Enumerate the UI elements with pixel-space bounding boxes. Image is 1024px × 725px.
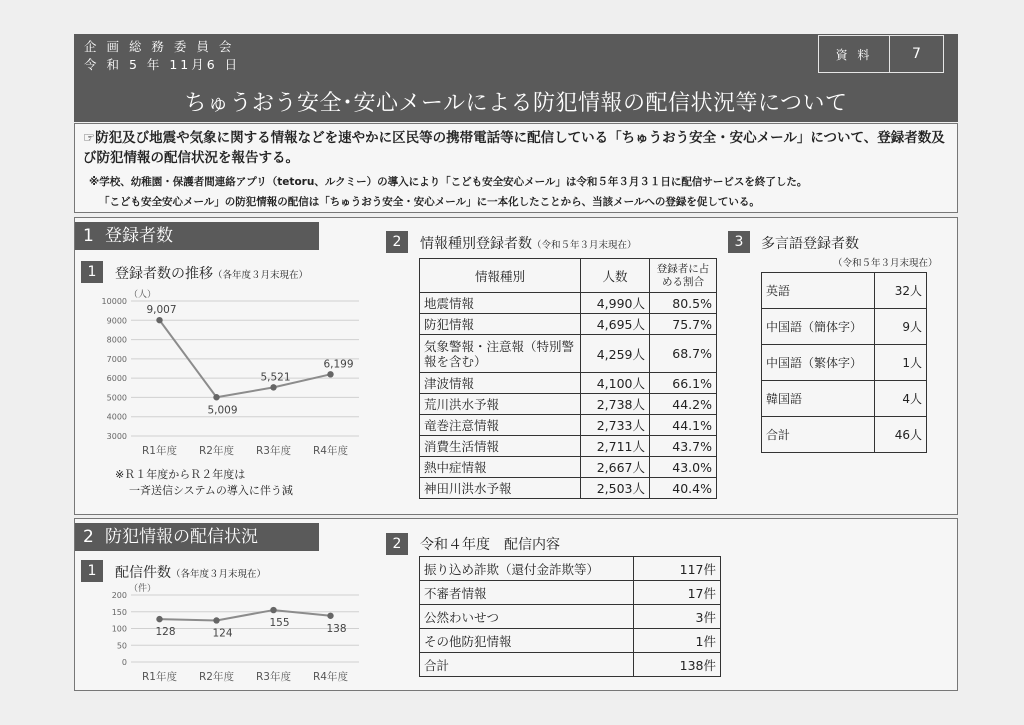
x-tick-label: R1年度 bbox=[142, 445, 177, 457]
info-type-table bbox=[419, 258, 717, 499]
sub-1-3-title: 多言語登録者数 bbox=[761, 236, 859, 252]
data-point bbox=[156, 616, 162, 622]
y-tick-label: 200 bbox=[111, 591, 127, 600]
data-point bbox=[327, 613, 333, 619]
info-type-cell: 竜巻注意情報 bbox=[420, 415, 581, 436]
y-tick-label: 8000 bbox=[106, 335, 127, 345]
section-2-number: 2 bbox=[83, 527, 94, 547]
sub-1-3-number: 3 bbox=[728, 231, 750, 253]
data-label: 5,009 bbox=[207, 404, 238, 417]
y-tick-label: 50 bbox=[116, 641, 127, 651]
count-cell: 2,503人 bbox=[581, 478, 650, 499]
count-cell: 32人 bbox=[875, 273, 927, 309]
table-row bbox=[762, 345, 927, 381]
data-label: 155 bbox=[269, 617, 290, 630]
sub-2-1-note: （各年度３月末現在） bbox=[171, 569, 267, 580]
sub-2-2-number: 2 bbox=[386, 533, 408, 555]
table-row bbox=[762, 309, 927, 345]
count-cell: 138件 bbox=[634, 653, 721, 677]
table-header-row bbox=[420, 259, 717, 293]
y-tick-label: 7000 bbox=[106, 354, 127, 364]
chart-1-footnote bbox=[115, 467, 293, 499]
count-cell: 2,738人 bbox=[581, 394, 650, 415]
info-type-cell: 地震情報 bbox=[420, 293, 581, 314]
table-row bbox=[420, 335, 717, 373]
content-cell: 振り込め詐欺（還付金詐欺等） bbox=[420, 557, 634, 581]
doc-label: 資 料 bbox=[819, 36, 890, 72]
y-tick-label: 0 bbox=[121, 658, 127, 667]
ratio-cell: 43.7% bbox=[650, 436, 717, 457]
sub-1-2-note: （令和５年３月末現在） bbox=[532, 240, 637, 251]
ratio-cell: 75.7% bbox=[650, 314, 717, 335]
sub-2-2-title: 令和４年度 配信内容 bbox=[420, 537, 560, 553]
sub-2-1-title-text: 配信件数 bbox=[115, 565, 171, 581]
data-label: 6,199 bbox=[323, 358, 354, 371]
registrants-line-chart bbox=[75, 284, 375, 464]
sub-2-1-number: 1 bbox=[81, 560, 103, 582]
info-type-cell: 荒川洪水予報 bbox=[420, 394, 581, 415]
footnote-line-1: ※Ｒ１年度からＲ２年度は bbox=[115, 468, 246, 481]
intro-note-2: 「こども安全安心メール」の防犯情報の配信は「ちゅうおう安全・安心メール」に一本化したことから、当該メールへの登録を促している。 bbox=[99, 196, 760, 208]
table-row bbox=[420, 436, 717, 457]
meeting-date: 令 和 5 年 11月6 日 bbox=[84, 57, 241, 72]
intro-box bbox=[74, 123, 958, 213]
chart-2-x-ticks bbox=[142, 670, 348, 683]
chart-2-y-ticks bbox=[112, 591, 127, 667]
table-row bbox=[420, 373, 717, 394]
x-tick-label: R2年度 bbox=[199, 671, 234, 683]
sub-1-1-title bbox=[115, 263, 308, 283]
section-2-title: 防犯情報の配信状況 bbox=[105, 527, 258, 547]
x-tick-label: R3年度 bbox=[256, 671, 291, 683]
header-meta bbox=[84, 38, 240, 74]
count-cell: 4人 bbox=[875, 381, 927, 417]
y-tick-label: 150 bbox=[111, 607, 127, 617]
x-tick-label: R1年度 bbox=[142, 671, 177, 683]
data-point bbox=[327, 371, 333, 377]
data-label: 9,007 bbox=[146, 304, 177, 317]
ratio-cell: 66.1% bbox=[650, 373, 717, 394]
sub-1-1-note: （各年度３月末現在） bbox=[213, 270, 309, 281]
count-cell: 4,259人 bbox=[581, 335, 650, 373]
count-cell: 17件 bbox=[634, 581, 721, 605]
ratio-cell: 44.2% bbox=[650, 394, 717, 415]
language-table bbox=[761, 272, 927, 453]
data-label: 138 bbox=[326, 622, 347, 635]
data-point bbox=[156, 317, 162, 323]
table-row bbox=[420, 415, 717, 436]
sub-1-2-title bbox=[420, 233, 637, 253]
col-header-ratio: 登録者に占める割合 bbox=[650, 259, 717, 293]
doc-number: 7 bbox=[912, 46, 921, 62]
chart-1-y-unit: （人） bbox=[129, 290, 157, 300]
table-row bbox=[420, 478, 717, 499]
language-cell: 英語 bbox=[762, 273, 875, 309]
section-2-header bbox=[75, 523, 319, 551]
table-row bbox=[420, 314, 717, 335]
footnote-line-2: 一斉送信システムの導入に伴う減 bbox=[129, 484, 293, 497]
info-type-cell: 神田川洪水予報 bbox=[420, 478, 581, 499]
page-title: ちゅうおう安全･安心メールによる防犯情報の配信状況等について bbox=[184, 91, 848, 116]
ratio-cell: 40.4% bbox=[650, 478, 717, 499]
table-row bbox=[420, 581, 721, 605]
count-cell: 9人 bbox=[875, 309, 927, 345]
sub-1-2-title-text: 情報種別登録者数 bbox=[420, 236, 532, 252]
table-row bbox=[762, 273, 927, 309]
deliveries-line-chart bbox=[75, 581, 375, 689]
chart-1-x-ticks bbox=[142, 444, 348, 457]
sub-1-2-number: 2 bbox=[386, 231, 408, 253]
intro-note-1: ※学校、幼稚園・保護者間連絡アプリ（tetoru、ルクミー）の導入により「こども安全安心メール」は令和５年３月３１日に配信サービスを終了した。 bbox=[89, 176, 808, 188]
sub-1-1-number: 1 bbox=[81, 261, 103, 283]
language-cell: 韓国語 bbox=[762, 381, 875, 417]
table-row bbox=[762, 417, 927, 453]
count-cell: 2,667人 bbox=[581, 457, 650, 478]
x-tick-label: R3年度 bbox=[256, 445, 291, 457]
col-header-type: 情報種別 bbox=[420, 259, 581, 293]
info-type-cell: 消費生活情報 bbox=[420, 436, 581, 457]
content-cell: 公然わいせつ bbox=[420, 605, 634, 629]
content-cell: その他防犯情報 bbox=[420, 629, 634, 653]
info-type-cell: 気象警報・注意報（特別警報を含む） bbox=[420, 335, 581, 373]
data-point bbox=[213, 617, 219, 623]
count-cell: 4,695人 bbox=[581, 314, 650, 335]
count-cell: 1人 bbox=[875, 345, 927, 381]
y-tick-label: 5000 bbox=[106, 393, 127, 403]
section-1-title: 登録者数 bbox=[105, 226, 173, 246]
data-label: 124 bbox=[212, 627, 233, 640]
committee-name: 企 画 総 務 委 員 会 bbox=[84, 39, 235, 54]
x-tick-label: R4年度 bbox=[313, 445, 348, 457]
delivery-content-table bbox=[419, 556, 721, 677]
language-cell: 合計 bbox=[762, 417, 875, 453]
data-label: 5,521 bbox=[260, 371, 291, 384]
y-tick-label: 100 bbox=[111, 624, 127, 634]
count-cell: 1件 bbox=[634, 629, 721, 653]
sub-2-1-title bbox=[115, 562, 266, 582]
y-tick-label: 6000 bbox=[106, 374, 127, 384]
y-tick-label: 4000 bbox=[106, 412, 127, 422]
table-row bbox=[420, 629, 721, 653]
ratio-cell: 80.5% bbox=[650, 293, 717, 314]
ratio-cell: 43.0% bbox=[650, 457, 717, 478]
data-point bbox=[270, 384, 276, 390]
data-point bbox=[270, 607, 276, 613]
info-type-cell: 防犯情報 bbox=[420, 314, 581, 335]
table-row bbox=[420, 653, 721, 677]
y-tick-label: 10000 bbox=[101, 297, 127, 306]
y-tick-label: 3000 bbox=[106, 432, 127, 441]
count-cell: 2,733人 bbox=[581, 415, 650, 436]
table-row bbox=[420, 394, 717, 415]
section-crime-info bbox=[74, 518, 958, 691]
table-row bbox=[420, 605, 721, 629]
count-cell: 4,100人 bbox=[581, 373, 650, 394]
count-cell: 46人 bbox=[875, 417, 927, 453]
y-tick-label: 9000 bbox=[106, 316, 127, 326]
count-cell: 117件 bbox=[634, 557, 721, 581]
count-cell: 2,711人 bbox=[581, 436, 650, 457]
language-cell: 中国語（繁体字） bbox=[762, 345, 875, 381]
table-row bbox=[762, 381, 927, 417]
chart-1-y-ticks bbox=[102, 297, 127, 441]
count-cell: 3件 bbox=[634, 605, 721, 629]
section-registrants bbox=[74, 217, 958, 515]
section-1-header bbox=[75, 222, 319, 250]
content-cell: 不審者情報 bbox=[420, 581, 634, 605]
info-type-cell: 熱中症情報 bbox=[420, 457, 581, 478]
content-cell: 合計 bbox=[420, 653, 634, 677]
language-cell: 中国語（簡体字） bbox=[762, 309, 875, 345]
count-cell: 4,990人 bbox=[581, 293, 650, 314]
sub-1-1-title-text: 登録者数の推移 bbox=[115, 266, 213, 282]
section-1-number: 1 bbox=[83, 226, 94, 246]
table-row bbox=[420, 293, 717, 314]
ratio-cell: 68.7% bbox=[650, 335, 717, 373]
data-label: 128 bbox=[155, 626, 176, 639]
chart-2-y-unit: （件） bbox=[129, 584, 157, 594]
document-number-box bbox=[818, 35, 944, 73]
chart-1-series bbox=[146, 304, 353, 416]
table-row bbox=[420, 457, 717, 478]
info-type-cell: 津波情報 bbox=[420, 373, 581, 394]
intro-text: ☞防犯及び地震や気象に関する情報などを速やかに区民等の携帯電話等に配信している「ちゅうおう安全・安心メール」について、登録者数及び防犯情報の配信状況を報告する。 bbox=[83, 130, 945, 166]
sub-1-3-note: （令和５年３月末現在） bbox=[833, 258, 938, 269]
table-row bbox=[420, 557, 721, 581]
ratio-cell: 44.1% bbox=[650, 415, 717, 436]
col-header-count: 人数 bbox=[581, 259, 650, 293]
x-tick-label: R4年度 bbox=[313, 671, 348, 683]
x-tick-label: R2年度 bbox=[199, 445, 234, 457]
data-point bbox=[213, 394, 219, 400]
document-header bbox=[74, 34, 958, 122]
